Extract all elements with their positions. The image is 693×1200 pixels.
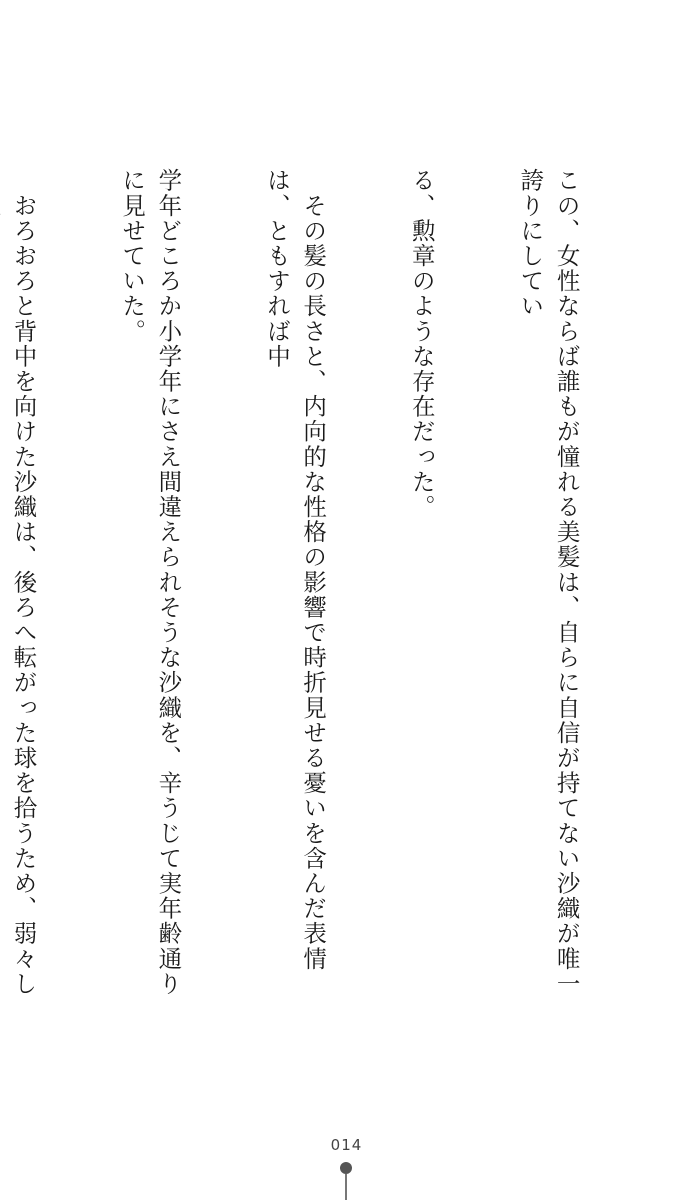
text-line: 学年どころか小学年にさえ間違えられそうな沙織を、辛うじて実年齢通りに見せていた。: [118, 168, 183, 997]
page-number: 014: [330, 1136, 363, 1154]
page-marker-line: [345, 1174, 347, 1200]
text-line: おろおろと背中を向けた沙織は、後ろへ転がった球を拾うため、弱々し: [9, 193, 38, 997]
text-line: る、勲章のような存在だった。: [407, 168, 436, 520]
page-footer: [0, 1130, 693, 1200]
text-line: その髪の長さと、内向的な性格の影響で時折見せる憂いを含んだ表情は、ともすれば中: [262, 168, 328, 972]
vertical-text-body: [9, 168, 657, 998]
page-marker-dot-icon: [340, 1162, 352, 1174]
text-line: この、女性ならば誰もが憧れる美髪は、自らに自信が持てない沙織が唯一誇りにしてい: [516, 168, 581, 997]
